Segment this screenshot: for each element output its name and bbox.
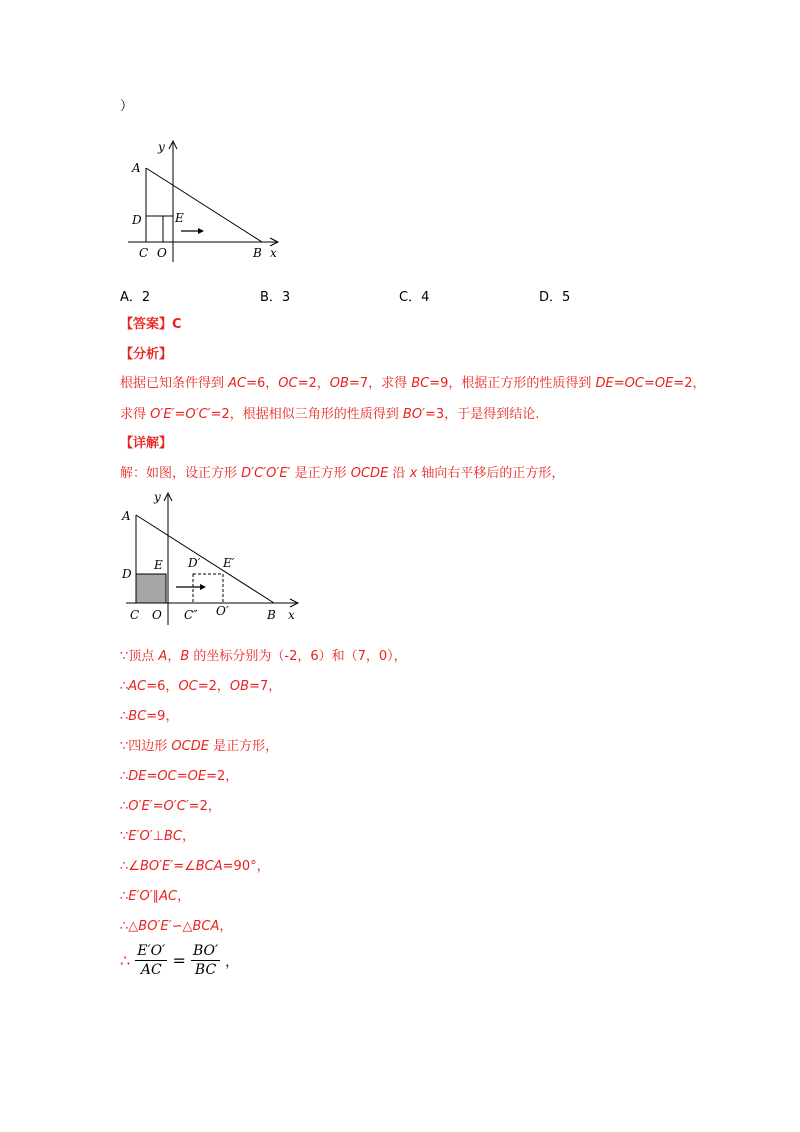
proof-text: ∴ — [120, 889, 129, 904]
proof-step — [120, 798, 221, 816]
proof-text: ∴∠ — [120, 859, 140, 874]
option-d: D．5 — [539, 290, 571, 305]
label-o: O — [152, 608, 162, 622]
math-variable: B — [180, 649, 190, 664]
answer-heading: 【答案】 — [120, 317, 173, 332]
option-a: A．2 — [120, 290, 151, 305]
label-e-prime: E′ — [223, 556, 235, 570]
label-y: y — [158, 140, 165, 154]
math-variable: E′O′ — [128, 889, 153, 904]
math-variable: OE — [187, 769, 207, 784]
translation-arrowhead — [200, 584, 206, 590]
label-c: C — [130, 608, 140, 622]
analysis-heading: 【分析】 — [120, 347, 173, 362]
math-variable: A — [158, 649, 168, 664]
label-x: x — [288, 608, 295, 622]
fraction-equation — [120, 942, 238, 979]
square-ocde — [136, 574, 166, 603]
math-variable: OC — [178, 679, 198, 694]
proof-text: ∥ — [152, 889, 160, 904]
proof-text: ∴ — [120, 799, 129, 814]
proof-step — [120, 738, 278, 756]
proof-text: =∠ — [173, 859, 196, 874]
proof-text: =6， — [146, 679, 179, 694]
math-variable: BO′E′ — [139, 859, 174, 874]
label-a: A — [132, 161, 141, 175]
label-e: E — [154, 558, 163, 572]
fraction-right-denominator: BC — [194, 962, 217, 978]
proof-text: 的坐标分别为（-2，6）和（7，0）， — [189, 649, 407, 664]
label-a: A — [122, 509, 131, 523]
proof-text: = — [146, 769, 158, 784]
label-e: E — [175, 211, 184, 225]
math-variable: BCA — [192, 919, 220, 934]
translation-arrowhead — [198, 228, 204, 234]
proof-text: ， — [219, 919, 233, 934]
math-variable: OC — [157, 769, 177, 784]
label-o-prime: O′ — [216, 604, 229, 618]
proof-step — [120, 828, 195, 846]
proof-step — [120, 858, 270, 876]
fraction-left — [135, 942, 167, 979]
label-d: D — [132, 213, 142, 227]
analysis-line-2: 求得 O′E′=O′C′=2，根据相似三角形的性质得到 BO′=3，于是得到结论. — [120, 407, 540, 422]
fraction-tail: ， — [225, 955, 239, 970]
label-c: C — [139, 246, 149, 260]
math-variable: BO′E′ — [138, 919, 172, 934]
answer-value: C — [172, 317, 182, 332]
label-c-double-prime: C″ — [184, 608, 198, 622]
label-d: D — [122, 567, 132, 581]
proof-step — [120, 918, 232, 936]
equals-sign: = — [172, 951, 186, 970]
label-b: B — [253, 246, 262, 260]
detail-intro: 解：如图，设正方形 D′C′O′E′ 是正方形 OCDE 沿 x 轴向右平移后的正方形， — [120, 466, 565, 481]
detail-heading: 【详解】 — [120, 436, 173, 451]
proof-text: ， — [167, 649, 181, 664]
proof-step — [120, 648, 407, 666]
proof-text: ， — [177, 889, 191, 904]
proof-text: ∽△ — [171, 919, 193, 934]
math-variable: BCA — [195, 859, 223, 874]
math-variable: OCDE — [171, 739, 209, 754]
proof-text: ∵ — [120, 829, 129, 844]
proof-step — [120, 768, 238, 786]
math-variable: DE — [128, 769, 147, 784]
proof-text: =2， — [206, 769, 239, 784]
math-variable: AC — [159, 889, 178, 904]
proof-text: =90°， — [222, 859, 270, 874]
proof-text: =9， — [146, 709, 179, 724]
math-variable: AC — [128, 679, 147, 694]
math-variable: OB — [229, 679, 250, 694]
proof-text: =7， — [249, 679, 282, 694]
math-variable: O′C′ — [163, 799, 189, 814]
proof-text: ∵顶点 — [120, 649, 159, 664]
proof-text: ⊥ — [152, 829, 164, 844]
option-c: C．4 — [399, 290, 430, 305]
label-y: y — [154, 490, 161, 504]
therefore-symbol: ∴ — [120, 951, 131, 970]
analysis-line-1: 根据已知条件得到 AC=6，OC=2，OB=7，求得 BC=9，根据正方形的性质得到 DE=OC=OE=2， — [120, 376, 706, 391]
label-o: O — [157, 246, 167, 260]
proof-text: 是正方形， — [208, 739, 279, 754]
proof-step — [120, 888, 190, 906]
label-d-prime: D′ — [188, 556, 201, 570]
proof-text: = — [176, 769, 188, 784]
math-variable: E′O′ — [128, 829, 153, 844]
label-b: B — [267, 608, 276, 622]
proof-text: =2， — [197, 679, 230, 694]
fraction-right-numerator: BO′ — [192, 943, 219, 959]
figure-2-coordinate-diagram — [118, 485, 308, 630]
answer-line — [120, 316, 182, 334]
proof-text: ∴△ — [120, 919, 139, 934]
math-variable: O′E′ — [128, 799, 153, 814]
fraction-left-denominator: AC — [140, 962, 162, 978]
proof-text: ∵四边形 — [120, 739, 172, 754]
proof-text: ， — [181, 829, 195, 844]
proof-step — [120, 678, 281, 696]
fraction-left-numerator: E′O′ — [137, 943, 166, 959]
option-b: B．3 — [260, 290, 291, 305]
proof-text: = — [152, 799, 164, 814]
square-translated — [193, 574, 223, 603]
label-x: x — [270, 246, 277, 260]
closing-parenthesis: ） — [120, 99, 134, 114]
figure-1-coordinate-diagram — [120, 135, 290, 265]
proof-text: ∴ — [120, 709, 129, 724]
fraction-right — [191, 942, 220, 979]
math-variable: BC — [128, 709, 147, 724]
proof-step — [120, 708, 178, 726]
proof-text: ∴ — [120, 769, 129, 784]
math-variable: BC — [163, 829, 182, 844]
proof-text: ∴ — [120, 679, 129, 694]
proof-text: =2， — [188, 799, 221, 814]
